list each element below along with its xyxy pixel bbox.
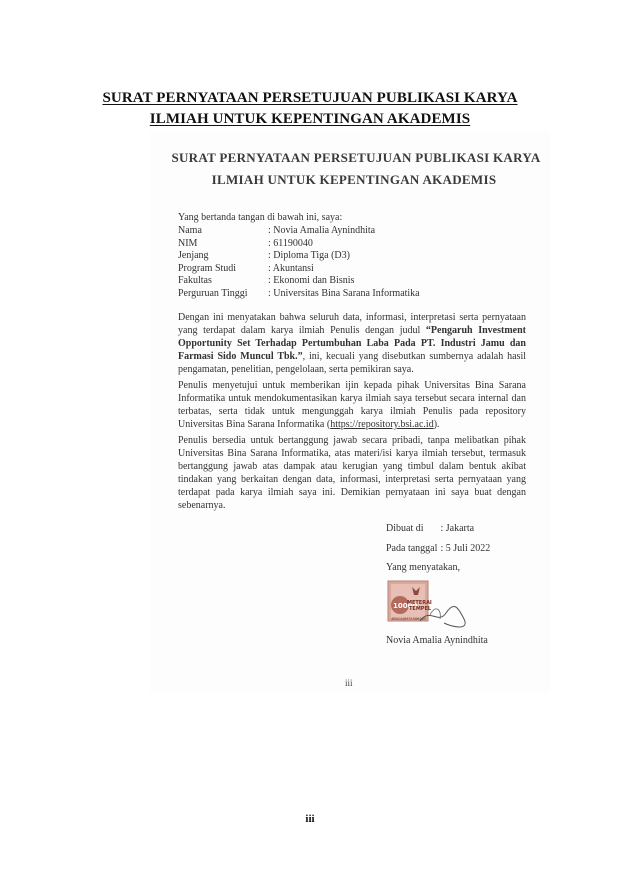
identity-row-prodi: [178, 263, 420, 276]
statement-paragraph-2: [178, 379, 526, 431]
place-label: Dibuat di: [386, 523, 424, 534]
meterai-stamp-with-signature: [386, 577, 476, 629]
identity-value: : Universitas Bina Sarana Informatika: [268, 287, 420, 299]
identity-row-nim: [178, 238, 420, 251]
identity-value: : Akuntansi: [268, 262, 314, 274]
page-number: iii: [305, 813, 315, 825]
identity-label: NIM: [178, 237, 198, 249]
page-title-line1: SURAT PERNYATAAN PERSETUJUAN PUBLIKASI KARYA: [102, 90, 518, 106]
identity-value: : 61190040: [268, 237, 313, 249]
identity-label: Perguruan Tinggi: [178, 287, 248, 299]
svg-text:TEMPEL: TEMPEL: [409, 606, 432, 612]
date-label: Pada tanggal: [386, 543, 438, 554]
paragraph-text: ).: [433, 419, 440, 430]
identity-label: Program Studi: [178, 262, 237, 274]
identity-label: Fakultas: [178, 275, 212, 287]
signer-name: Novia Amalia Aynindhita: [386, 635, 488, 646]
date-value: : 5 Juli 2022: [440, 543, 491, 554]
place-value: : Jakarta: [440, 523, 475, 534]
identity-row-pt: [178, 288, 420, 301]
scan-title-line1: SURAT PERNYATAAN PERSETUJUAN PUBLIKASI KARYA: [171, 150, 541, 165]
scan-page-roman: iii: [345, 678, 353, 688]
identity-row-fakultas: [178, 275, 420, 288]
statement-paragraph-1: [178, 311, 526, 376]
identity-table: [178, 225, 420, 301]
stamp-text: METERAI: [407, 600, 432, 606]
scan-title-line2: ILMIAH UNTUK KEPENTINGAN AKADEMIS: [211, 172, 497, 187]
page-title-line2: ILMIAH UNTUK KEPENTINGAN AKADEMIS: [149, 111, 471, 127]
identity-row-nama: [178, 225, 420, 238]
scanned-statement-image: [150, 132, 550, 692]
statement-paragraph-3: Penulis bersedia untuk bertanggung jawab secara pribadi, tanpa melibatkan pihak Universitas Bina Sarana Informatika, atas materi/isi karya ilmiah tersebut, termasuk bertanggung jawab atas dampak atau kerugian yang timbul dalam bentuk akibat tindakan yang berkaitan dengan data, informasi, interpretasi serta pernyataan yang terdapat pada karya ilmiah saya ini. Demikian pernyataan ini saya buat dengan sebenarnya.: [178, 435, 526, 511]
identity-label: Jenjang: [178, 250, 209, 262]
identity-label: Nama: [178, 225, 202, 236]
thesis-title: “Pengaruh Investment Opportunity Set Terhadap Pertumbuhan Laba Pada PT. Industri Jamu dan Farmasi Sido Muncul Tbk.”: [178, 325, 526, 362]
signoff-text: Yang menyatakan,: [386, 562, 460, 573]
paragraph-text: Dengan ini menyatakan bahwa seluruh data, informasi, interpretasi serta pernyataan yang terdapat dalam karya ilmiah Penulis dengan judul: [178, 312, 526, 336]
paragraph-text: , ini, kecuali yang disebutkan sumbernya adalah hasil pengamatan, penelitian, pengelolaan, serta pemikiran saya.: [178, 351, 526, 375]
identity-value: : Novia Amalia Aynindhita: [268, 225, 376, 236]
identity-value: : Ekonomi dan Bisnis: [268, 275, 355, 287]
date-line: [386, 543, 490, 554]
paragraph-text: Penulis menyetujui untuk memberikan ijin kepada pihak Universitas Bina Sarana Informatika untuk mendokumentasikan karya ilmiah saya tersebut secara internal dan terbatas, serta tidak untuk mengunggah karya ilmiah Penulis pada repository Universitas Bina Sarana Informatika (: [178, 380, 526, 430]
stamp-value: 10000: [393, 602, 418, 610]
stamp-code: 4B0CAJX931586285: [391, 617, 427, 621]
identity-value: : Diploma Tiga (D3): [268, 250, 350, 262]
identity-row-jenjang: [178, 250, 420, 263]
intro-text: Yang bertanda tangan di bawah ini, saya:: [178, 212, 343, 223]
place-line: [386, 523, 474, 534]
repository-link[interactable]: https://repository.bsi.ac.id: [330, 419, 434, 430]
